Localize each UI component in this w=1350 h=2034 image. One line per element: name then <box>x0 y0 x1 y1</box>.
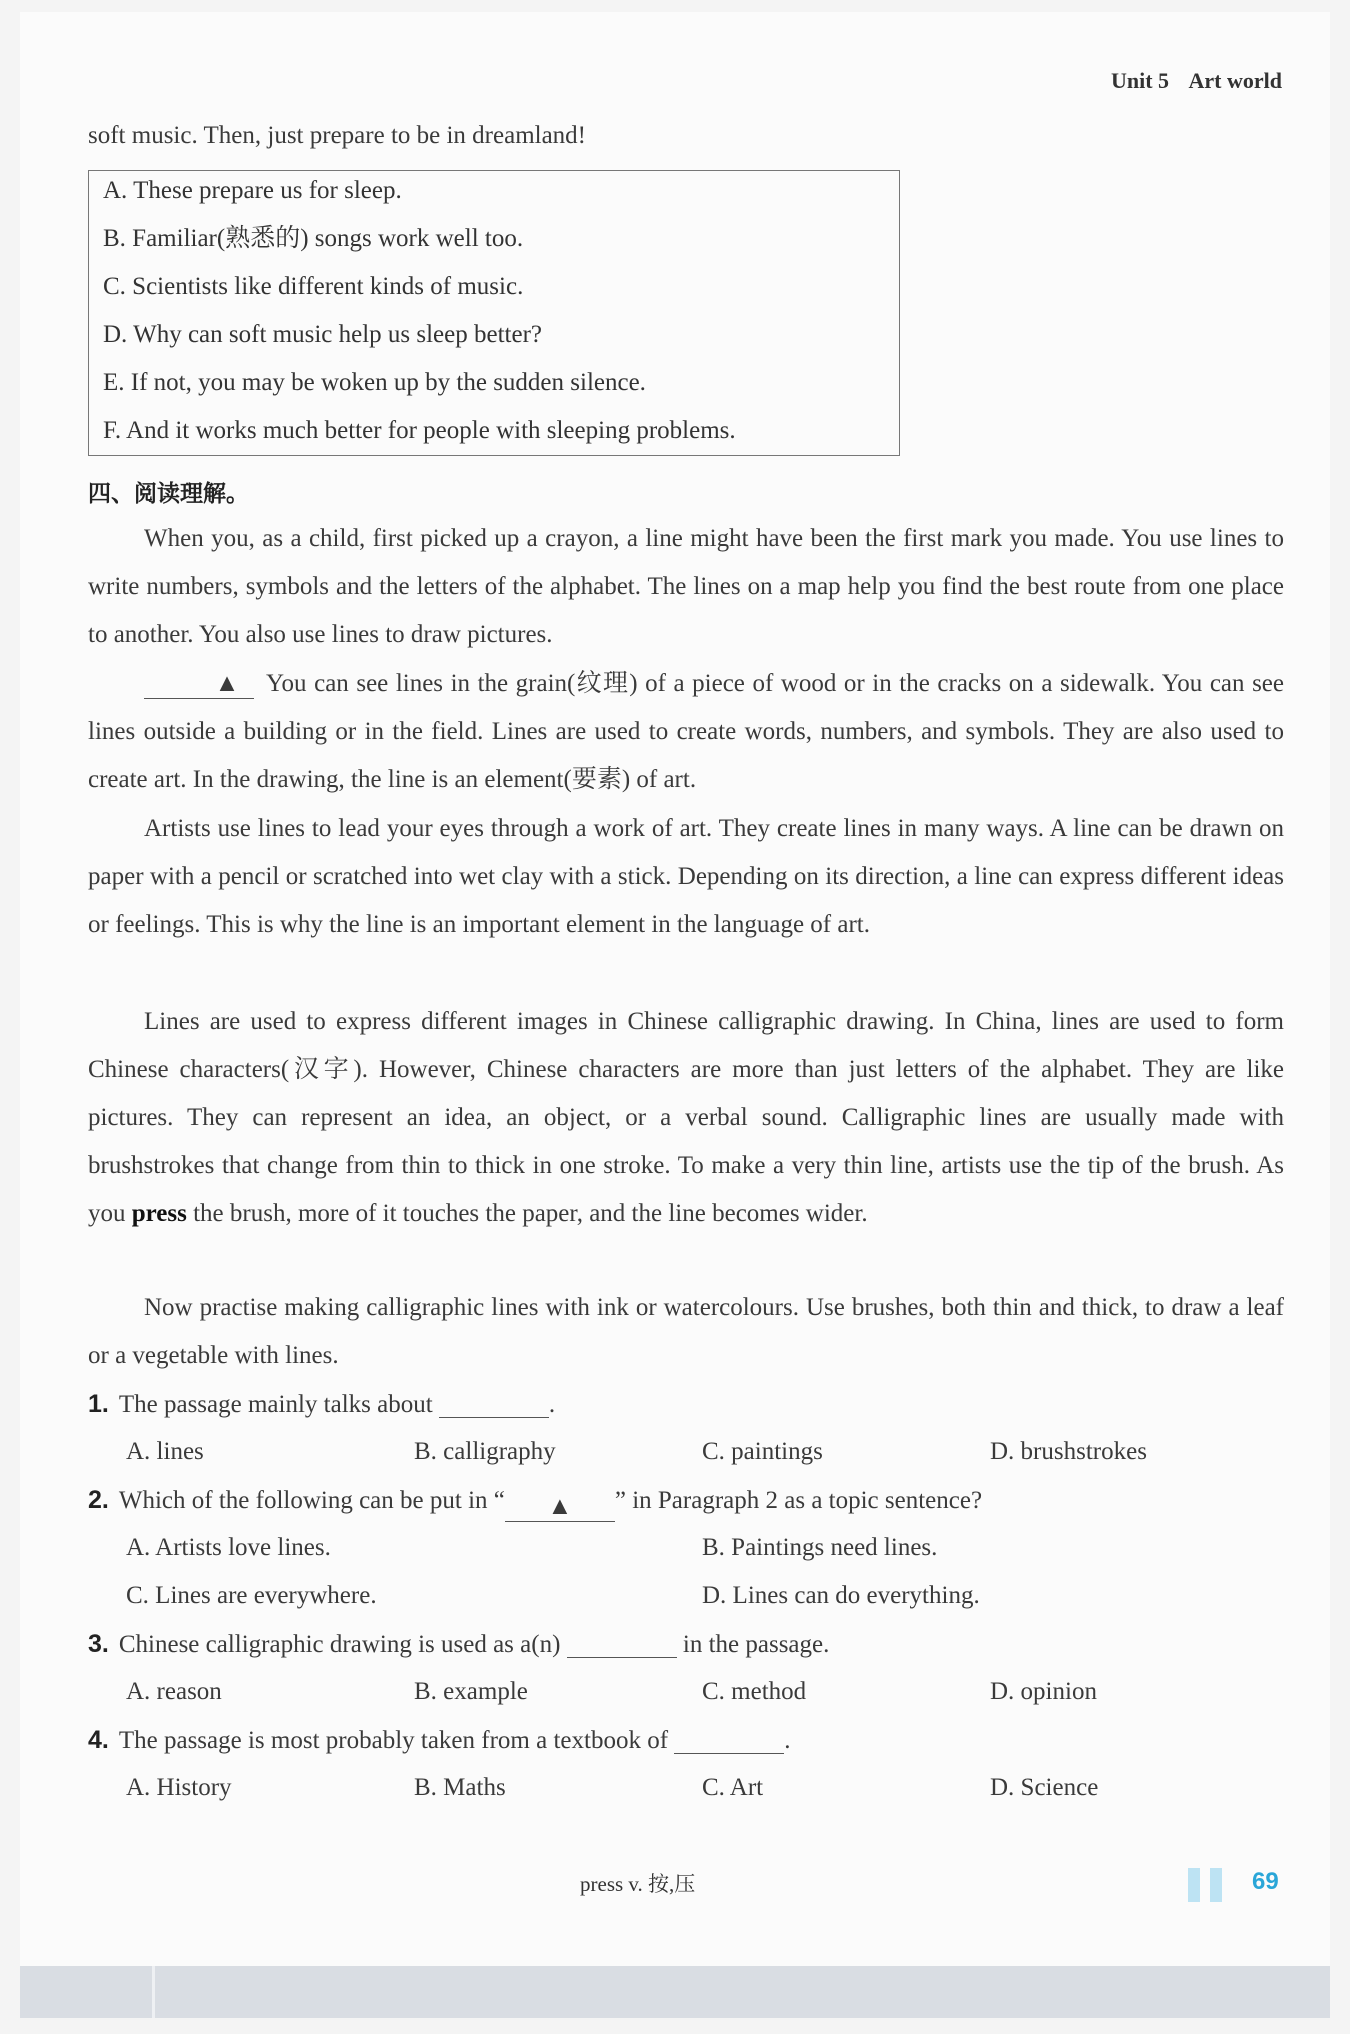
options-box <box>88 170 900 456</box>
q4-choice-a[interactable]: A. History <box>126 1774 232 1801</box>
paragraph-4-text-b: the brush, more of it touches the paper, and the line becomes wider. <box>186 1200 868 1227</box>
q2-choice-c[interactable]: C. Lines are everywhere. <box>126 1582 377 1609</box>
bottom-strip <box>20 1966 1330 2018</box>
q3-choice-a[interactable]: A. reason <box>126 1678 222 1705</box>
q4-choice-c[interactable]: C. Art <box>702 1774 764 1801</box>
unit-label: Unit 5 <box>1110 68 1170 93</box>
option-c: C. Scientists like different kinds of music. <box>103 273 524 300</box>
question-3: 3. Chinese calligraphic drawing is used as a(n) in the passage. <box>88 1630 830 1658</box>
continued-line: soft music. Then, just prepare to be in dreamland! <box>88 122 587 149</box>
q4-choice-b[interactable]: B. Maths <box>414 1774 506 1801</box>
topic-sentence-blank: ▲ <box>144 670 254 699</box>
page-header <box>1097 68 1282 94</box>
q1-choice-b[interactable]: B. calligraphy <box>414 1438 556 1465</box>
q3-choice-c[interactable]: C. method <box>702 1678 807 1705</box>
q1-choice-d[interactable]: D. brushstrokes <box>990 1438 1147 1465</box>
vocabulary-note: press v. 按,压 <box>580 1872 696 1896</box>
strip-divider <box>152 1966 155 2018</box>
question-1: 1. The passage mainly talks about . <box>88 1390 556 1418</box>
paragraph-3: Artists use lines to lead your eyes through a work of art. They create lines in many ways. A line can be drawn on paper with a pencil or scratched into wet clay with a stick. Depending on its direction, a line can express different ideas or feelings. This is why the line is an important element in the language of art. <box>88 815 1284 938</box>
question-4: 4. The passage is most probably taken from a textbook of . <box>88 1726 791 1754</box>
q2-choice-a[interactable]: A. Artists love lines. <box>126 1534 331 1561</box>
paragraph-1: When you, as a child, first picked up a crayon, a line might have been the first mark you made. You use lines to write numbers, symbols and the letters of the alphabet. The lines on a map help you find the best route from one place to another. You also use lines to draw pictures. <box>88 525 1284 648</box>
q1-choice-c[interactable]: C. paintings <box>702 1438 823 1465</box>
option-a: A. These prepare us for sleep. <box>103 177 402 204</box>
section-title: 四、阅读理解。 <box>88 481 249 507</box>
paragraph-4-text-a: Lines are used to express different images in Chinese calligraphic drawing. In China, lines are used to form Chinese characters(汉字). However, Chinese characters are more than just letters of the alphabet. They are like pictures. They can represent an idea, an object, or a verbal sound. Calligraphic lines are usually made with brushstrokes that change from thin to thick in one stroke. To make a very thin line, artists use the tip of the brush. As you <box>88 1008 1284 1227</box>
page-tab-decoration <box>1188 1868 1200 1902</box>
question-2: 2. Which of the following can be put in “ ▲ ” in Paragraph 2 as a topic sentence? <box>88 1486 983 1520</box>
paragraph-2 <box>88 660 1284 804</box>
page-number: 69 <box>1252 1868 1279 1895</box>
unit-title: Art world <box>1188 68 1282 93</box>
option-d: D. Why can soft music help us sleep better? <box>103 321 543 348</box>
q3-choice-d[interactable]: D. opinion <box>990 1678 1097 1705</box>
option-e: E. If not, you may be woken up by the sudden silence. <box>103 369 646 396</box>
q2-choice-d[interactable]: D. Lines can do everything. <box>702 1582 980 1609</box>
topic-marker-blank: ▲ <box>505 1493 615 1522</box>
paragraph-4 <box>88 998 1284 1238</box>
option-b: B. Familiar(熟悉的) songs work well too. <box>103 225 524 252</box>
answer-blank[interactable] <box>567 1629 677 1658</box>
q1-choice-a[interactable]: A. lines <box>126 1438 204 1465</box>
page-tab-decoration <box>1210 1868 1222 1902</box>
q3-choice-b[interactable]: B. example <box>414 1678 528 1705</box>
q2-choice-b[interactable]: B. Paintings need lines. <box>702 1534 938 1561</box>
paragraph-2-text: You can see lines in the grain(纹理) of a piece of wood or in the cracks on a sidewalk. You can see lines outside a building or in the field. Lines are used to create words, numbers, and symbols. They are also used to create art. In the drawing, the line is an element(要素) of art. <box>88 670 1284 793</box>
answer-blank[interactable] <box>439 1389 549 1418</box>
paragraph-5: Now practise making calligraphic lines with ink or watercolours. Use brushes, both thin and thick, to draw a leaf or a vegetable with lines. <box>88 1294 1284 1369</box>
option-f: F. And it works much better for people with sleeping problems. <box>103 417 736 444</box>
q4-choice-d[interactable]: D. Science <box>990 1774 1099 1801</box>
bold-word-press: press <box>131 1200 187 1227</box>
answer-blank[interactable] <box>674 1725 784 1754</box>
